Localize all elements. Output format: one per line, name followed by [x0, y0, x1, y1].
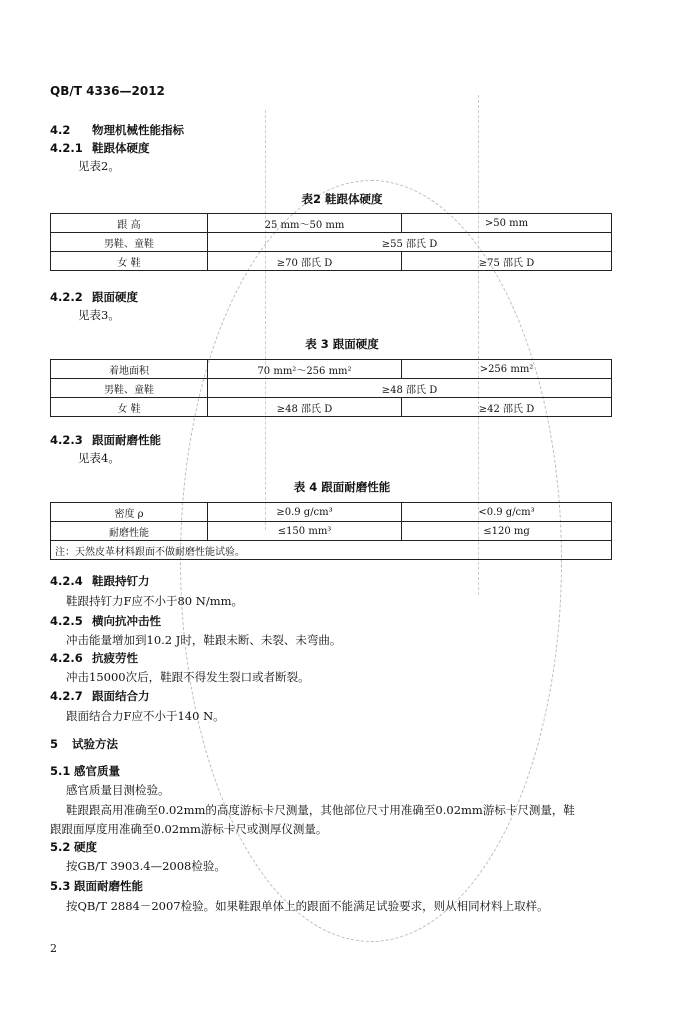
- section-4-2-3: 4.2.3 跟面耐磨性能: [50, 433, 161, 447]
- table-row: [51, 360, 612, 379]
- table-cell: 耐磨性能: [51, 522, 208, 541]
- table-cell: ≥48 邵氏 D: [208, 398, 402, 417]
- section-4-2-1: 4.2.1 鞋跟体硬度: [50, 141, 150, 155]
- table-row: [51, 503, 612, 522]
- table4: [50, 502, 612, 560]
- section-5-1-body: 鞋跟跟高用准确至0.02mm的高度游标卡尺测量，其他部位尺寸用准确至0.02mm游标卡尺测量，鞋: [66, 803, 575, 817]
- table-row: [51, 379, 612, 398]
- table4-caption: 表 4 跟面耐磨性能: [293, 480, 391, 494]
- table2: [50, 213, 612, 271]
- section-4-2-1-body: 见表2。: [78, 159, 120, 173]
- table-cell: ≥42 邵氏 D: [402, 398, 612, 417]
- table-cell: ≥70 邵氏 D: [208, 252, 402, 271]
- section-4-2-3-body: 见表4。: [78, 451, 120, 465]
- section-4-2-7-body: 跟面结合力F应不小于140 N。: [66, 709, 225, 723]
- table-cell: 跟 高: [51, 214, 208, 233]
- table-cell: 男鞋、童鞋: [51, 233, 208, 252]
- table-row: [51, 233, 612, 252]
- table-cell: ≥48 邵氏 D: [208, 379, 612, 398]
- section-5-2-body: 按GB/T 3903.4—2008检验。: [66, 859, 226, 873]
- section-4-2: 4.2 物理机械性能指标: [50, 123, 184, 137]
- table-row: [51, 541, 612, 560]
- table3: [50, 359, 612, 417]
- section-4-2-6: 4.2.6 抗疲劳性: [50, 651, 138, 665]
- section-5: 5 试验方法: [50, 737, 118, 751]
- page-number: 2: [50, 942, 57, 955]
- table-cell: >256 mm²: [402, 360, 612, 379]
- section-4-2-5: 4.2.5 横向抗冲击性: [50, 614, 161, 628]
- table-cell: ≥75 邵氏 D: [402, 252, 612, 271]
- table-cell: ≥55 邵氏 D: [208, 233, 612, 252]
- section-4-2-2: 4.2.2 跟面硬度: [50, 290, 138, 304]
- table-cell: 70 mm²～256 mm²: [208, 360, 402, 379]
- section-4-2-4: 4.2.4 鞋跟持钉力: [50, 574, 150, 588]
- section-5-3-body: 按QB/T 2884－2007检验。如果鞋跟单体上的跟面不能满足试验要求，则从相同材料上取样。: [66, 899, 549, 913]
- table-cell: 女 鞋: [51, 252, 208, 271]
- table-cell: 着地面积: [51, 360, 208, 379]
- table-cell: >50 mm: [402, 214, 612, 233]
- section-4-2-6-body: 冲击15000次后，鞋跟不得发生裂口或者断裂。: [66, 670, 310, 684]
- table-row: [51, 398, 612, 417]
- section-5-2: 5.2 硬度: [50, 840, 97, 854]
- section-4-2-2-body: 见表3。: [78, 308, 120, 322]
- section-4-2-5-body: 冲击能量增加到10.2 J时，鞋跟未断、未裂、未弯曲。: [66, 633, 342, 647]
- table-cell: <0.9 g/cm³: [402, 503, 612, 522]
- table-row: [51, 522, 612, 541]
- section-5-1: 5.1 感官质量: [50, 764, 120, 778]
- table-cell: ≤150 mm³: [208, 522, 402, 541]
- table-cell: 25 mm～50 mm: [208, 214, 402, 233]
- table2-caption: 表2 鞋跟体硬度: [301, 192, 383, 206]
- section-5-3: 5.3 跟面耐磨性能: [50, 879, 143, 893]
- table-cell: 女 鞋: [51, 398, 208, 417]
- table-cell: ≥0.9 g/cm³: [208, 503, 402, 522]
- document-header: QB/T 4336—2012: [50, 84, 165, 98]
- section-4-2-4-body: 鞋跟持钉力F应不小于80 N/mm。: [66, 594, 244, 608]
- section-5-1-body: 跟跟面厚度用准确至0.02mm游标卡尺或测厚仪测量。: [50, 822, 328, 836]
- section-5-1-body: 感官质量目测检验。: [66, 783, 170, 797]
- table-cell: 密度 ρ: [51, 503, 208, 522]
- scan-artifact-line: [265, 110, 266, 530]
- table-cell: 男鞋、童鞋: [51, 379, 208, 398]
- table3-caption: 表 3 跟面硬度: [305, 337, 379, 351]
- table-row: [51, 252, 612, 271]
- table-row: [51, 214, 612, 233]
- table-cell: ≤120 mg: [402, 522, 612, 541]
- section-4-2-7: 4.2.7 跟面结合力: [50, 689, 150, 703]
- table-note: 注：天然皮革材料跟面不做耐磨性能试验。: [51, 541, 612, 560]
